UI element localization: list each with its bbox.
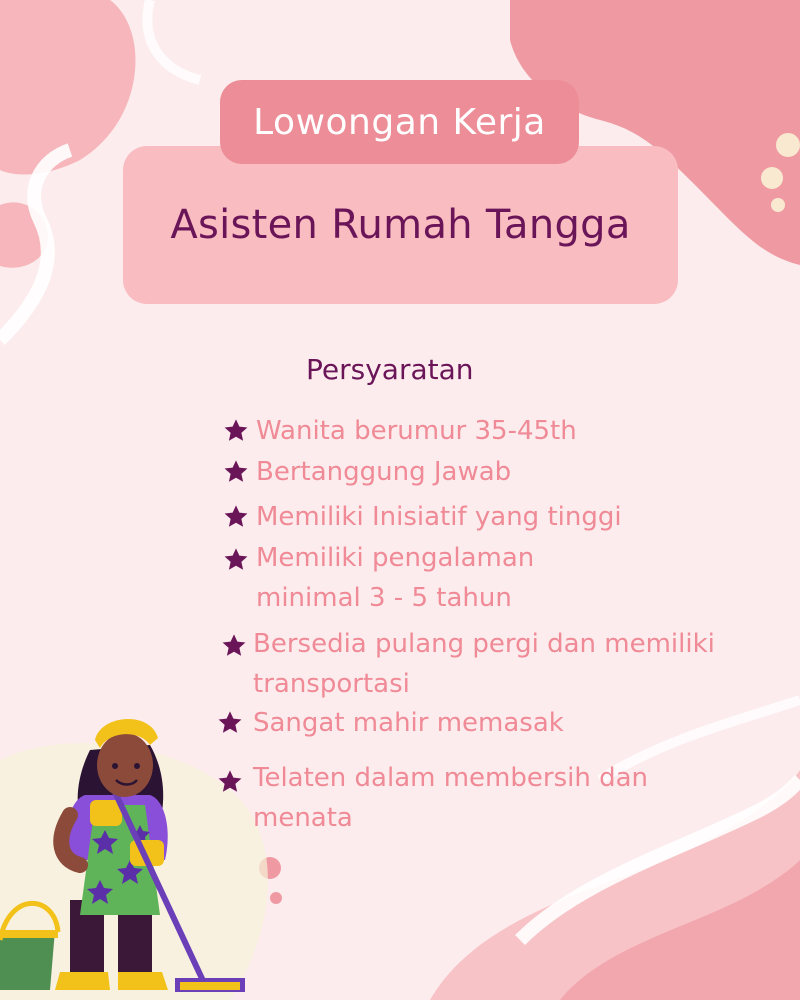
requirement-item bbox=[222, 497, 622, 537]
requirement-text: Telaten dalam membersih dan menata bbox=[253, 763, 649, 833]
star-icon bbox=[220, 632, 248, 660]
star-icon bbox=[222, 458, 250, 486]
requirement-item bbox=[216, 758, 648, 838]
requirement-item bbox=[222, 452, 511, 492]
job-title-box bbox=[123, 146, 678, 304]
requirement-text: Sangat mahir memasak bbox=[253, 708, 564, 738]
requirement-item bbox=[222, 538, 534, 618]
star-icon bbox=[222, 503, 250, 531]
star-icon bbox=[222, 546, 250, 574]
requirement-text: Bertanggung Jawab bbox=[256, 457, 512, 487]
housekeeper-illustration bbox=[0, 700, 270, 1000]
requirement-text: Wanita berumur 35-45th bbox=[256, 416, 577, 446]
requirement-text: Bersedia pulang pergi dan memiliki transportasi bbox=[253, 629, 715, 699]
requirement-item bbox=[222, 411, 577, 451]
requirement-text: Memiliki Inisiatif yang tinggi bbox=[256, 502, 622, 532]
requirements-heading: Persyaratan bbox=[306, 353, 474, 386]
requirement-text: Memiliki pengalaman minimal 3 - 5 tahun bbox=[256, 543, 535, 613]
vacancy-badge-label: Lowongan Kerja bbox=[253, 101, 546, 143]
requirement-item bbox=[220, 624, 715, 704]
job-title: Asisten Rumah Tangga bbox=[170, 202, 631, 248]
vacancy-badge bbox=[220, 80, 579, 164]
star-icon bbox=[222, 417, 250, 445]
